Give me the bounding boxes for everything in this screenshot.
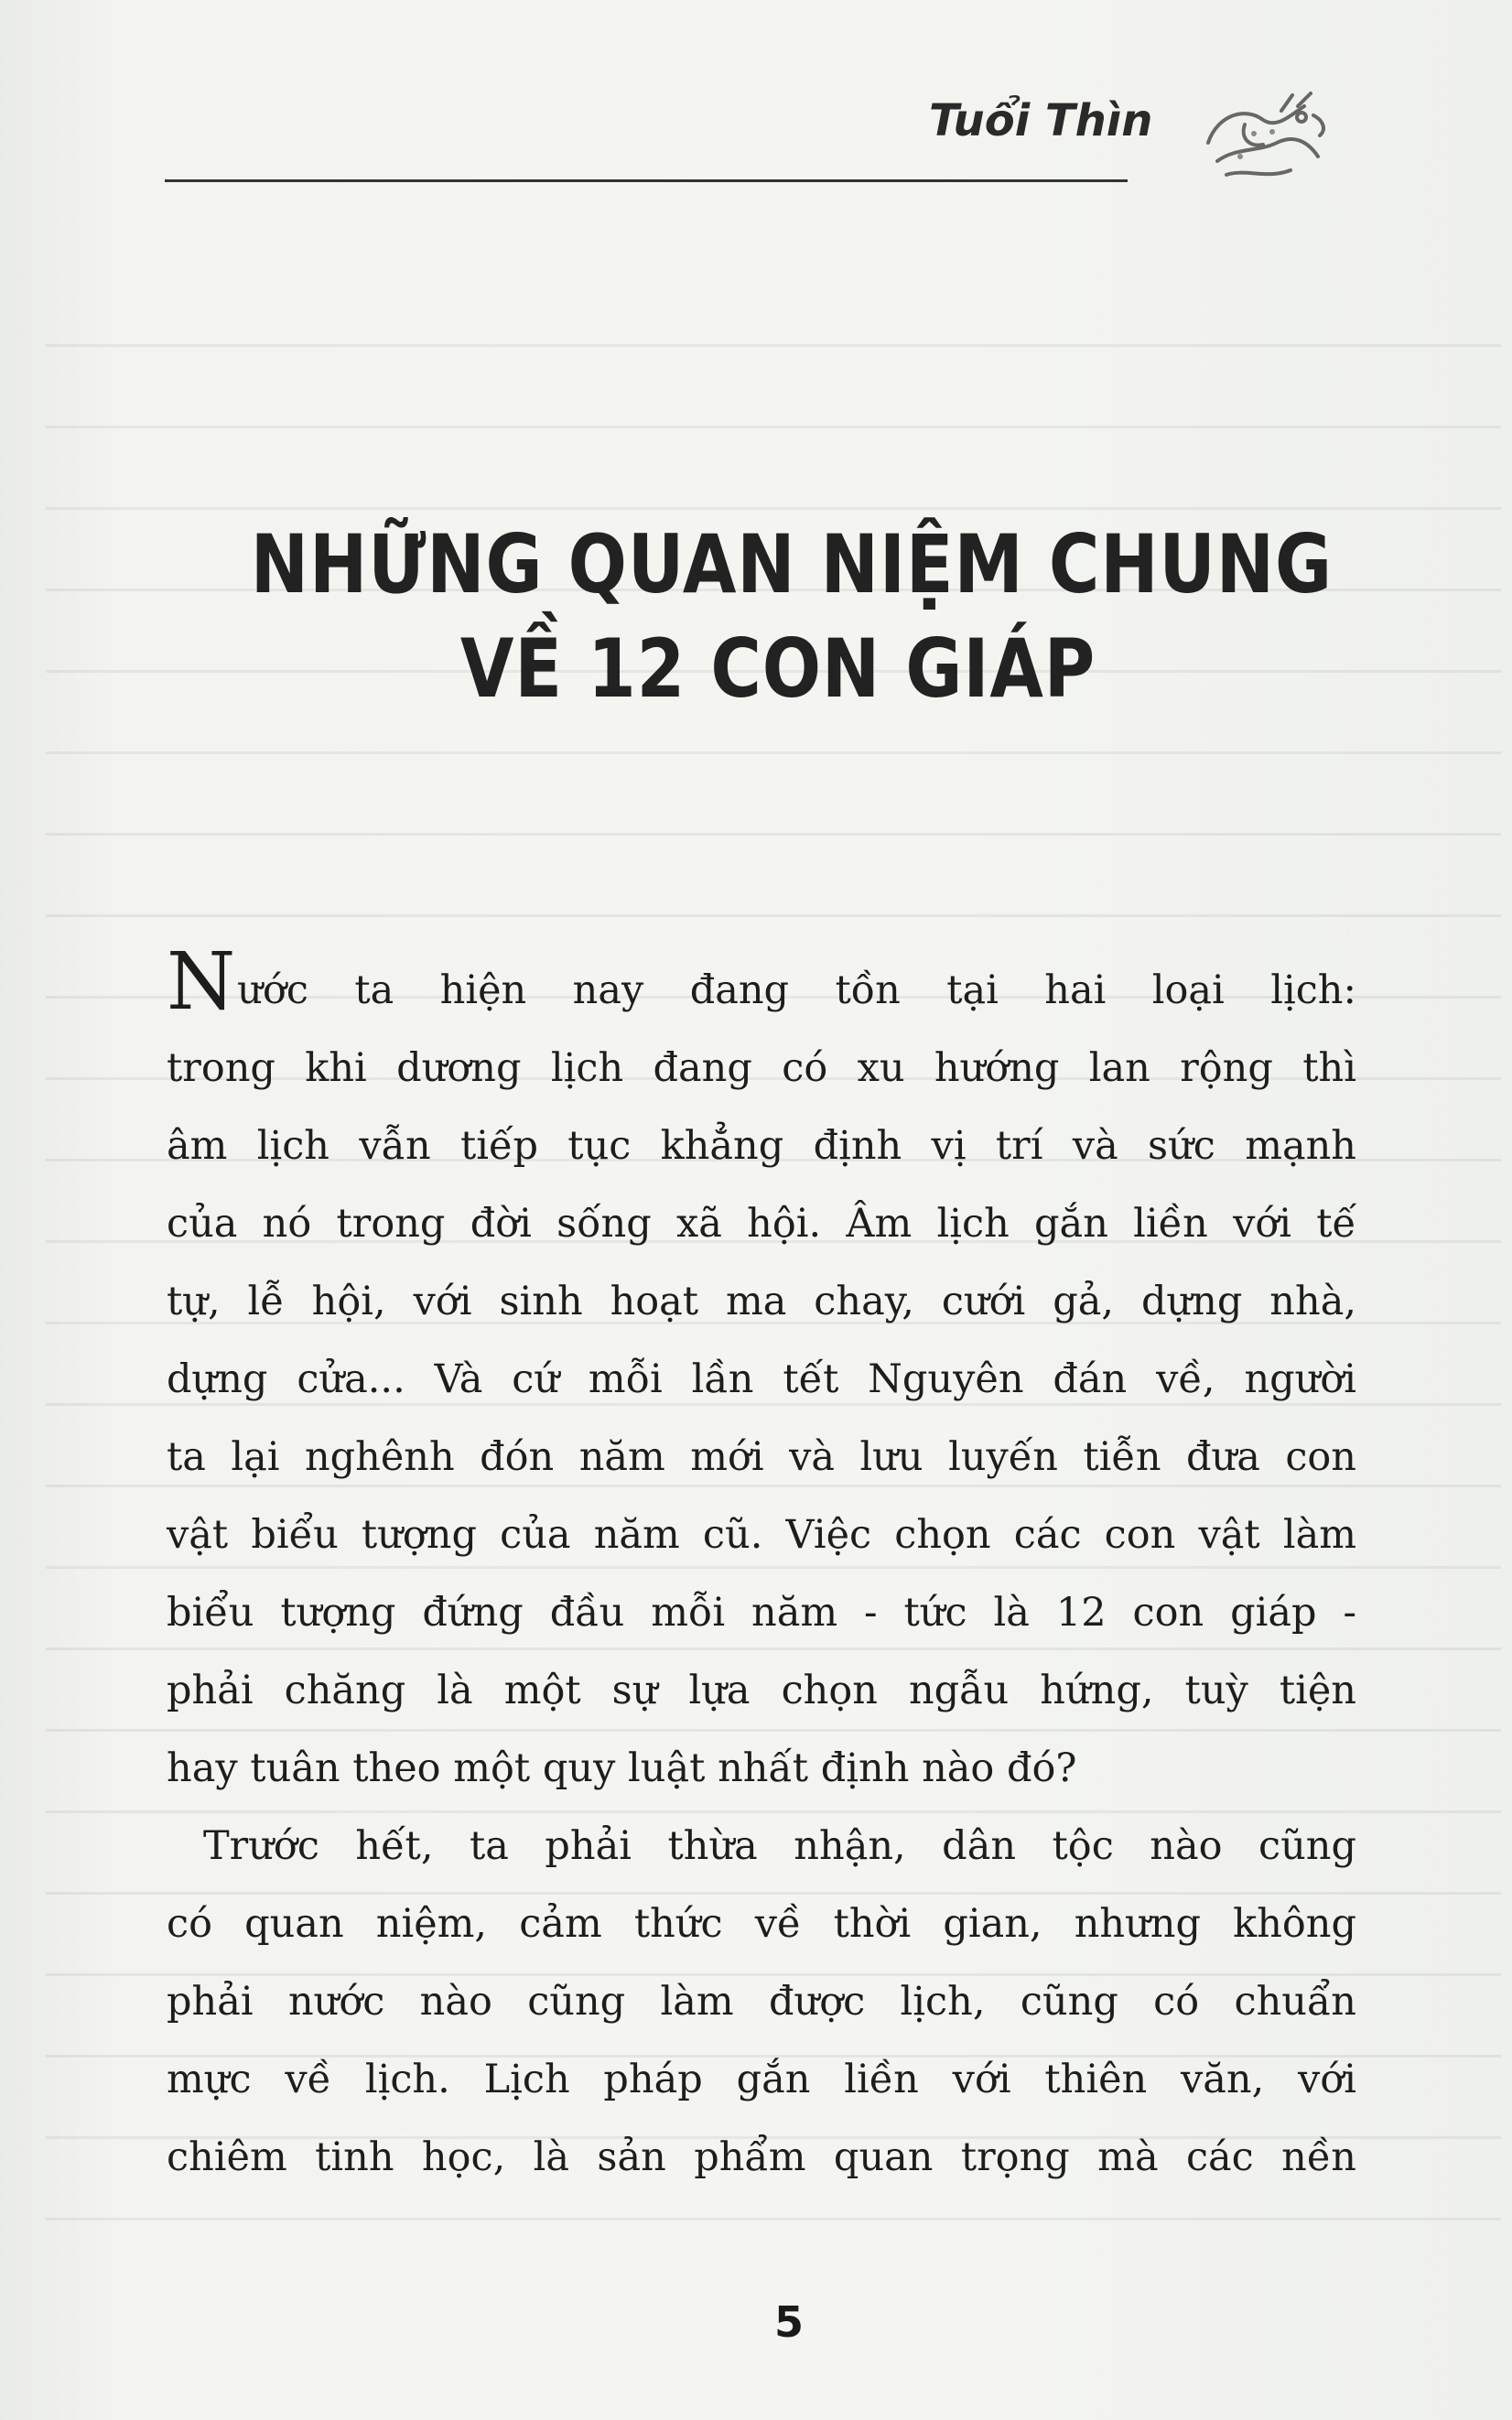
text-line: chiêm tinh học, là sản phẩm quan trọng mà các nền — [167, 2134, 1356, 2180]
text-line: phải nước nào cũng làm được lịch, cũng có chuẩn — [167, 1979, 1356, 2025]
text-line: mực về lịch. Lịch pháp gắn liền với thiên văn, với — [167, 2057, 1356, 2102]
body-text — [167, 936, 1356, 2197]
dragon-emblem-icon — [1190, 79, 1336, 198]
running-title: Tuổi Thìn — [929, 95, 1153, 146]
paragraph-1 — [167, 936, 1356, 1808]
text-line: của nó trong đời sống xã hội. Âm lịch gắn liền với tế — [167, 1201, 1356, 1247]
page-number: 5 — [774, 2297, 805, 2347]
text-line: hay tuân theo một quy luật nhất định nào đó? — [167, 1745, 1077, 1791]
text-line: âm lịch vẫn tiếp tục khẳng định vị trí và sức mạnh — [167, 1123, 1356, 1169]
text-line: Trước hết, ta phải thừa nhận, dân tộc nào cũng — [203, 1823, 1356, 1869]
text-line: trong khi dương lịch đang có xu hướng lan rộng thì — [167, 1045, 1356, 1091]
text-line: biểu tượng đứng đầu mỗi năm - tức là 12 con giáp - — [167, 1590, 1356, 1636]
text-line: dựng cửa... Và cứ mỗi lần tết Nguyên đán về, người — [167, 1356, 1356, 1402]
paragraph-2 — [167, 1808, 1356, 2197]
text-line: có quan niệm, cảm thức về thời gian, nhưng không — [167, 1901, 1356, 1947]
text-line: vật biểu tượng của năm cũ. Việc chọn các con vật làm — [167, 1512, 1356, 1558]
text-line: phải chăng là một sự lựa chọn ngẫu hứng, tuỳ tiện — [167, 1668, 1356, 1713]
text-line: tự, lễ hội, với sinh hoạt ma chay, cưới gả, dựng nhà, — [167, 1279, 1356, 1324]
chapter-title-line-1: NHỮNG QUAN NIỆM CHUNG — [250, 517, 1333, 611]
text-line: ta lại nghênh đón năm mới và lưu luyến tiễn đưa con — [167, 1434, 1356, 1480]
chapter-title-line-2: VỀ 12 CON GIÁP — [459, 621, 1096, 716]
chapter-title — [250, 513, 1333, 721]
text-line: Nước ta hiện nay đang tồn tại hai loại lịch: — [167, 936, 1356, 1028]
drop-cap: N — [167, 936, 236, 1028]
header-rule — [165, 179, 1128, 182]
